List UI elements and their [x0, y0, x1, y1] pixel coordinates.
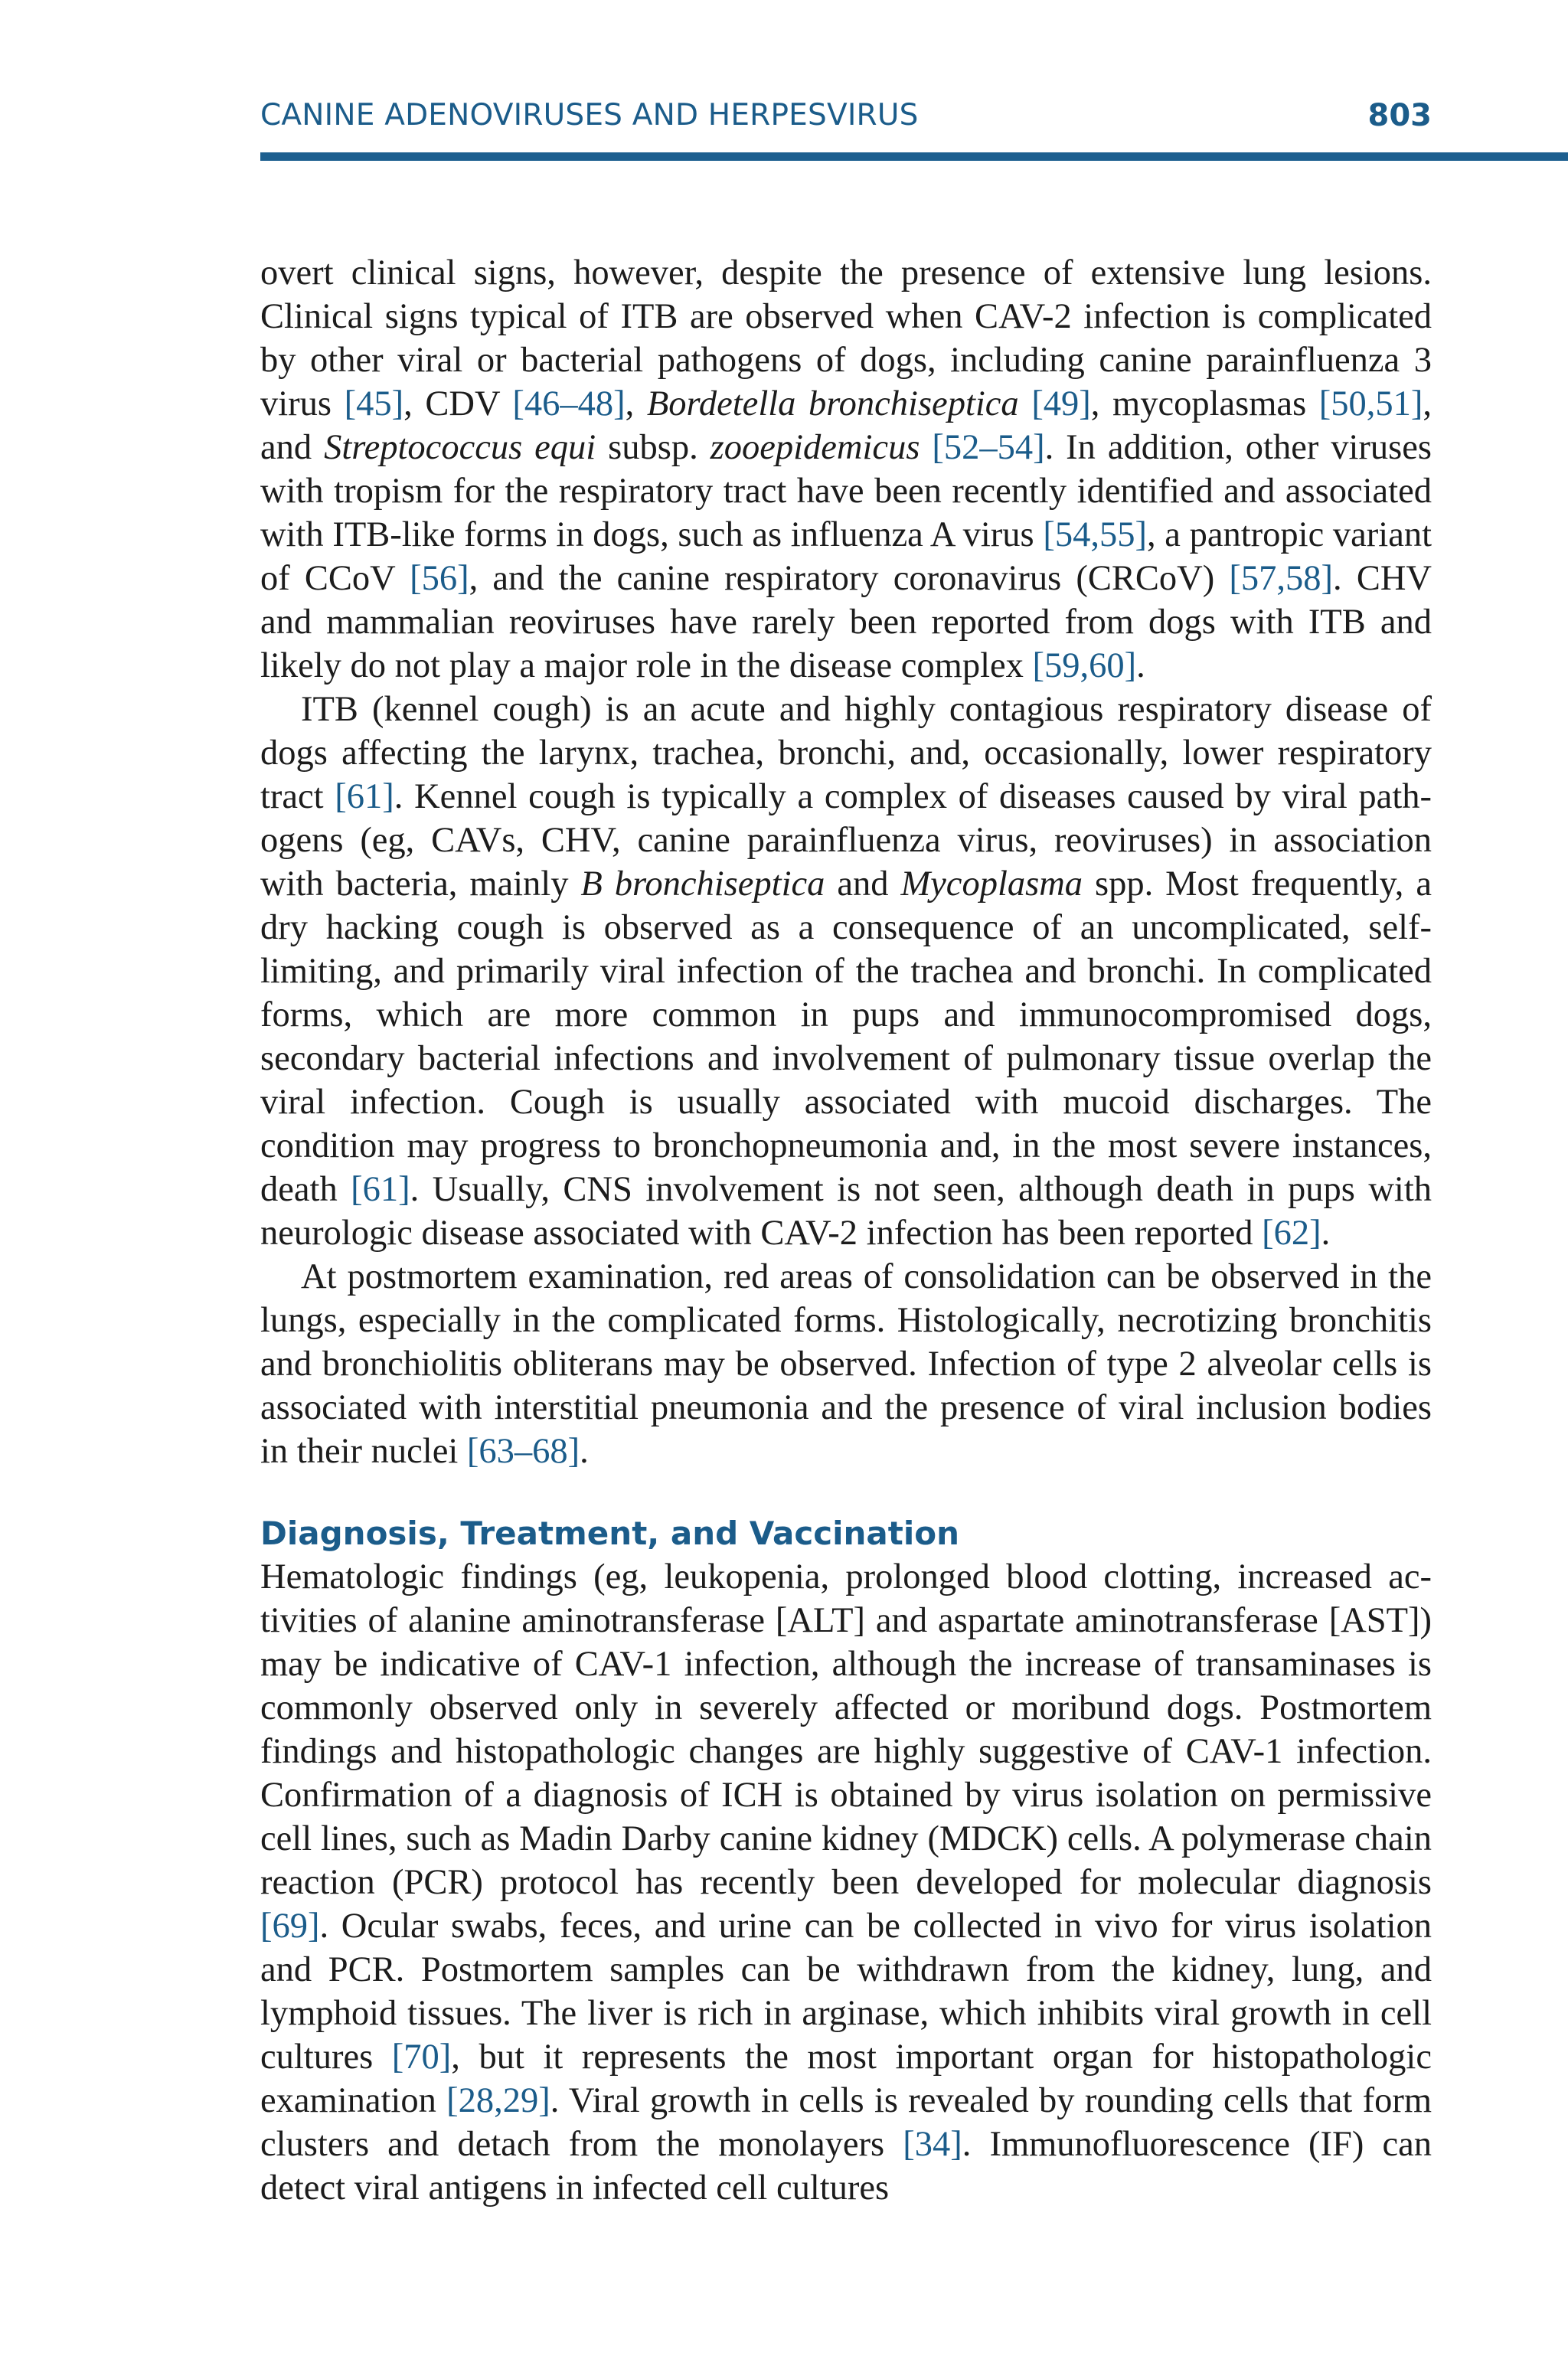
italic-term: Bordetella bronchiseptica [646, 384, 1019, 423]
citation-reference[interactable]: [45] [344, 384, 404, 423]
text-run: , but it represents the most important organ for histopathologic examination [260, 2038, 1432, 2120]
citation-reference[interactable]: [54,55] [1043, 515, 1147, 554]
running-header [260, 98, 1432, 144]
text-run: , and [260, 384, 1432, 467]
text-run: , [625, 384, 647, 423]
text-run: . Viral growth in cells is revealed by rounding cells that form clusters and detach from the monolayers [260, 2081, 1432, 2164]
text-run [920, 428, 932, 467]
citation-reference[interactable]: [61] [335, 777, 394, 816]
italic-term: B bronchiseptica [580, 864, 825, 904]
text-run: . Ocular swabs, feces, and urine can be collected in vivo for virus isolation and PCR. Postmortem samples can be withdrawn from the kidney, lung, and lymphoid tissues. The liver is rich in arginase, which inhibits viral growth in cell cultures [260, 1907, 1432, 2077]
text-run: . In addition, other viruses with tropism for the respiratory tract have been recently identified and associated with ITB-like forms in dogs, such as influenza A virus [260, 428, 1432, 554]
citation-reference[interactable]: [57,58] [1229, 559, 1334, 598]
paragraph [260, 688, 1432, 1255]
text-run: , and the canine respiratory coronavirus (CRCoV) [469, 559, 1230, 598]
running-title: CANINE ADENOVIRUSES AND HERPESVIRUS [260, 98, 919, 132]
page-number: 803 [1367, 98, 1432, 133]
citation-reference[interactable]: [62] [1262, 1214, 1321, 1253]
text-run: subsp. [596, 428, 710, 467]
text-run: Hematologic findings (eg, leukopenia, prolonged blood clotting, increased activities of alanine aminotransferase [ALT] and aspartate aminotransferase [AST]) may be indicative of CAV-1 infection, although the increase of transaminases is commonly observed only in severely affected or moribund dogs. Postmortem findings and histopathologic changes are highly suggestive of CAV-1 infection. Confirmation of a diagnosis of ICH is obtained by virus isolation on permissive cell lines, such as Madin Darby canine kidney (MDCK) cells. A polymerase chain reaction (PCR) protocol has recently been developed for molecular diagnosis [260, 1557, 1432, 1902]
citation-reference[interactable]: [63–68] [466, 1432, 580, 1471]
section-heading: Diagnosis, Treatment, and Vaccination [260, 1515, 959, 1552]
text-run: spp. Most frequently, a dry hacking cough is observed as a consequence of an uncomplicated, self-limiting, and primarily viral infection of the trachea and bronchi. In complicated forms, which are more common in pups and immunocompromised dogs, secondary bacterial infections and involvement of pulmonary tissue overlap the viral infection. Cough is usually associated with mucoid discharges. The condition may progress to bronchopneumonia and, in the most severe instances, death [260, 864, 1432, 1209]
citation-reference[interactable]: [46–48] [512, 384, 626, 423]
text-run: , CDV [403, 384, 513, 423]
text-run: . [1136, 646, 1145, 685]
italic-term: zooepidemicus [710, 428, 920, 467]
text-run: . CHV and mammalian reoviruses have rarely been reported from dogs with ITB and likely do not play a major role in the disease complex [260, 559, 1432, 685]
text-run: . [580, 1432, 589, 1471]
citation-reference[interactable]: [61] [351, 1170, 410, 1209]
citation-reference[interactable]: [28,29] [446, 2081, 550, 2120]
text-run: . Immunofluorescence (IF) can detect viral antigens in infected cell cultures [260, 2125, 1432, 2208]
citation-reference[interactable]: [52–54] [932, 428, 1045, 467]
italic-term: Mycoplasma [900, 864, 1083, 904]
text-run: overt clinical signs, however, despite the presence of extensive lung lesions. Clinical signs typical of ITB are observed when CAV-2 infection is complicated by other viral or bacterial pathogens of dogs, including canine parainfluenza 3 virus [260, 253, 1432, 423]
citation-reference[interactable]: [56] [410, 559, 469, 598]
italic-term: Streptococcus equi [324, 428, 596, 467]
text-run: . Usually, CNS involvement is not seen, although death in pups with neurologic disease associated with CAV-2 infection has been reported [260, 1170, 1432, 1253]
text-run: and [825, 864, 901, 904]
citation-reference[interactable]: [50,51] [1318, 384, 1423, 423]
header-rule [260, 152, 1568, 161]
citation-reference[interactable]: [59,60] [1032, 646, 1137, 685]
paragraph [260, 1255, 1432, 1473]
text-run: . Kennel cough is typically a complex of diseases caused by viral pathogens (eg, CAVs, CHV, canine parainfluenza virus, reoviruses) in association with bacteria, mainly [260, 777, 1432, 904]
paragraph [260, 1555, 1432, 2210]
citation-reference[interactable]: [49] [1031, 384, 1091, 423]
text-run: , mycoplasmas [1090, 384, 1319, 423]
text-run: , a pantropic variant of CCoV [260, 515, 1432, 598]
text-run [1019, 384, 1032, 423]
text-run: At postmortem examination, red areas of consolidation can be observed in the lungs, especially in the complicated forms. Histologically, necrotizing bronchitis and bronchiolitis obliterans may be observed. Infection of type 2 alveolar cells is associated with interstitial pneumonia and the presence of viral inclusion bodies in their nuclei [260, 1257, 1432, 1471]
body-text [260, 251, 1432, 2210]
text-run: . [1321, 1214, 1331, 1253]
paragraph [260, 251, 1432, 688]
citation-reference[interactable]: [70] [391, 2038, 452, 2077]
citation-reference[interactable]: [34] [903, 2125, 962, 2164]
citation-reference[interactable]: [69] [260, 1907, 320, 1946]
text-run: ITB (kennel cough) is an acute and highly contagious respiratory disease of dogs affecting the larynx, trachea, bronchi, and, occasionally, lower respiratory tract [260, 690, 1432, 816]
